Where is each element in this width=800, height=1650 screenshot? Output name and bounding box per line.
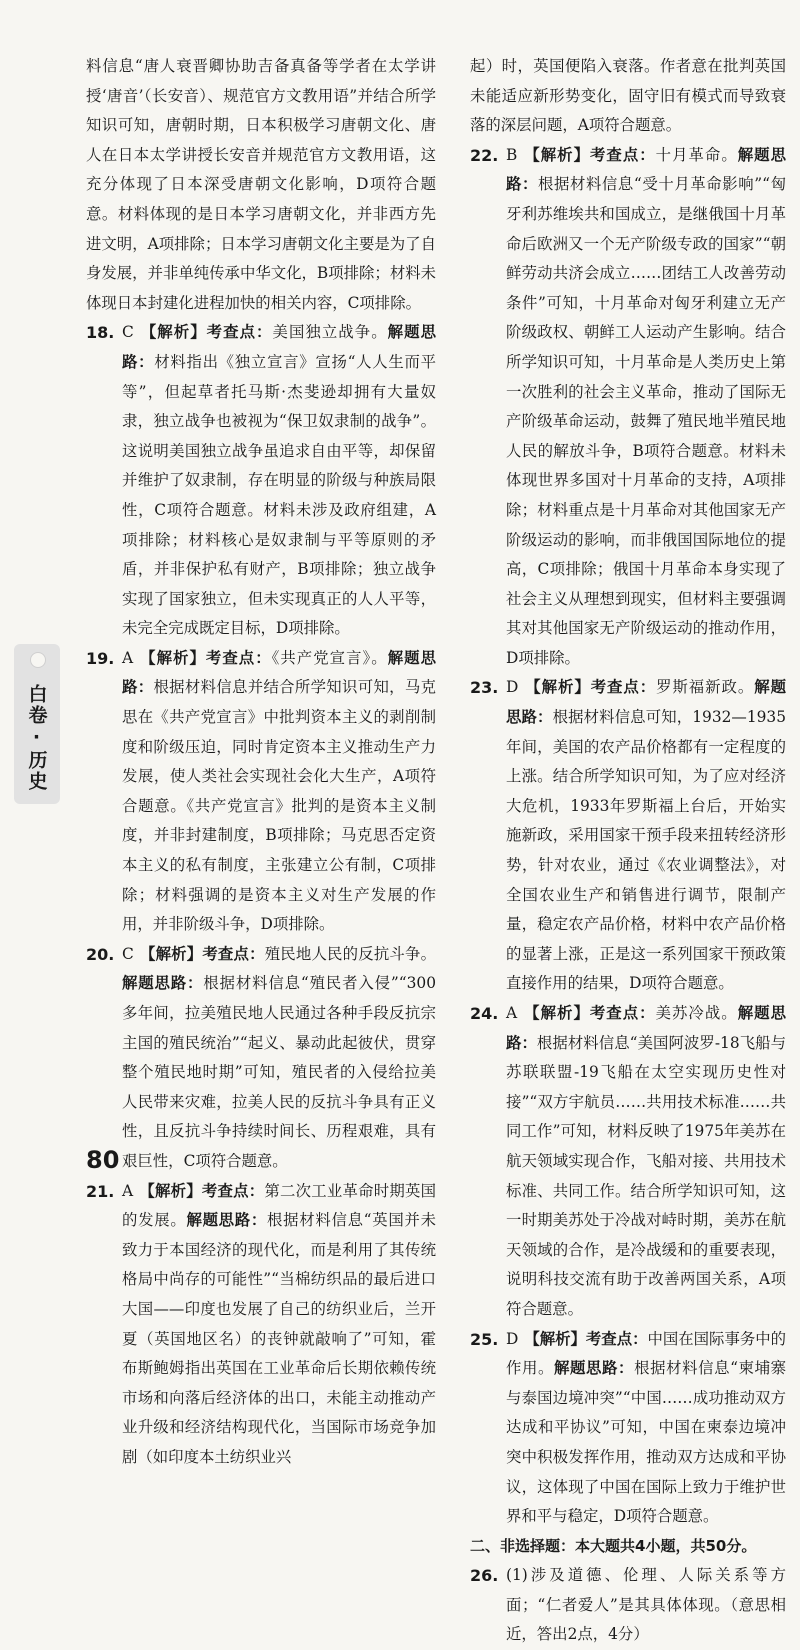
question-number: 25. [470, 1329, 499, 1349]
answer-item-22 [470, 141, 786, 674]
solution-tag: 解题思路： [122, 323, 436, 371]
page-number: 80 [86, 1146, 120, 1174]
explanation-text: 根据材料信息“柬埔寨与泰国边境冲突”“中国……成功推动双方达成和平协议”可知，中国在柬泰边境冲突中积极发挥作用，推动双方达成和平协议，这体现了中国在国际上致力于维护世界和平与稳定，D项符合题意。 [506, 1359, 786, 1526]
explanation-text: 根据材料信息“殖民者入侵”“300多年间，拉美殖民地人民通过各种手段反抗宗主国的殖民统治”“起义、暴动此起彼伏，贯穿整个殖民地时期”可知，殖民者的入侵给拉美人民带来灾难，拉美人民的反抗斗争具有正义性，且反抗斗争持续时间长、历程艰难，具有艰巨性，C项符合题意。 [122, 974, 436, 1170]
answer-letter: C [122, 944, 134, 963]
question-number: 18. [86, 323, 115, 343]
answer-item-20 [86, 940, 436, 1177]
explanation-text: 根据材料信息“美国阿波罗-18飞船与苏联联盟-19飞船在太空实现历史性对接”“双方宇航员……共用技术标准……共同工作”可知，材料反映了1975年美苏在航天领域实现合作，飞船对接、共用技术标准、共同工作。结合所学知识可知，这一时期美苏处于冷战对峙时期，美苏在航天领域的合作，是冷战缓和的重要表现，说明科技交流有助于改善两国关系，A项符合题意。 [506, 1033, 786, 1318]
answer-letter: A [122, 648, 134, 667]
question-number: 26. [470, 1566, 499, 1586]
test-point: 美国独立战争。 [272, 323, 388, 342]
solution-tag: 解题思路： [122, 648, 436, 697]
answer-item-21 [86, 1177, 436, 1473]
test-point: 十月革命。 [655, 145, 738, 164]
solution-tag: 解题思路： [506, 145, 786, 194]
answer-letter: B [506, 145, 518, 164]
test-point: 罗斯福新政。 [656, 678, 755, 697]
question-number: 20. [86, 944, 115, 964]
test-point: 美苏冷战。 [655, 1004, 738, 1022]
answer-item-25 [470, 1325, 786, 1532]
question-number: 23. [470, 678, 499, 698]
analysis-tag: 【解析】考查点： [524, 1329, 648, 1348]
question-number: 24. [470, 1004, 499, 1023]
answer-letter: A [506, 1004, 518, 1022]
test-point: 《共产党宣言》。 [271, 648, 388, 667]
analysis-tag: 【解析】考查点： [139, 648, 272, 667]
analysis-tag: 【解析】考查点： [523, 1004, 656, 1022]
analysis-tag: 【解析】考查点： [139, 323, 273, 342]
test-point: 殖民地人民的反抗斗争。 [264, 944, 436, 963]
section-heading: 二、非选择题：本大题共4小题，共50分。 [470, 1536, 757, 1555]
answer-letter: D [506, 678, 519, 697]
right-intro-paragraph: 起）时，英国便陷入衰落。作者意在批判英国未能适应新形势变化，固守旧有模式而导致衰落的深层问题，A项符合题意。 [470, 57, 786, 135]
answer-letter: D [506, 1329, 519, 1348]
answer-item-19 [86, 644, 436, 940]
solution-tag: 解题思路： [506, 1004, 786, 1052]
analysis-tag: 【解析】考查点： [523, 145, 656, 164]
explanation-text: 根据材料信息可知，1932—1935年间，美国的农产品价格都有一定程度的上涨。结合所学知识可知，为了应对经济大危机，1933年罗斯福上台后，开始实施新政，采用国家干预手段来扭转经济形势，针对农业，通过《农业调整法》，对全国农业生产和销售进行调节，限制产量，稳定农产品价格，材料中农产品价格的显著上涨，正是这一系列国家干预政策直接作用的结果，D项符合题意。 [506, 708, 786, 993]
question-number: 19. [86, 648, 115, 668]
analysis-tag: 【解析】考查点： [524, 678, 657, 697]
test-point: 第二次工业革命时期英国的发展。 [122, 1181, 436, 1230]
answer-letter: C [122, 323, 134, 342]
question-number: 22. [470, 145, 499, 165]
solution-tag: 解题思路： [122, 974, 204, 993]
explanation-text: (1)涉及道德、伦理、人际关系等方面；“仁者爱人”是其具体体现。（意思相近，答出2点，4分） [506, 1566, 786, 1644]
explanation-text: 材料指出《独立宣言》宣扬“人人生而平等”，但起草者托马斯·杰斐逊却拥有大量奴隶，独立战争也被视为“保卫奴隶制的战争”。这说明美国独立战争虽追求自由平等，却保留并维护了奴隶制，存在明显的阶级与种族局限性，C项符合题意。材料未涉及政府组建，A项排除；材料核心是奴隶制与平等原则的矛盾，并非保护私有财产，B项排除；独立战争实现了国家独立，但未实现真正的人人平等，未完全完成既定目标，D项排除。 [122, 352, 436, 638]
left-intro-paragraph: 料信息“唐人衰晋卿协助吉备真备等学者在太学讲授‘唐音’（长安音）、规范官方文教用语”并结合所学知识可知，唐朝时期，日本积极学习唐朝文化、唐人在日本太学讲授长安音并规范官方文教用语，这充分体现了日本深受唐朝文化影响，D项符合题意。材料体现的是日本学习唐朝文化，并非西方先进文明，A项排除；日本学习唐朝文化主要是为了自身发展，并非单纯传承中华文化，B项排除；材料未体现日本封建化进程加快的相关内容，C项排除。 [86, 57, 436, 312]
side-tab [14, 644, 60, 804]
answer-letter: A [122, 1181, 134, 1200]
answer-item-23 [470, 673, 786, 999]
analysis-tag: 【解析】考查点： [139, 944, 265, 963]
solution-tag: 解题思路： [554, 1359, 635, 1378]
answer-item-26 [470, 1561, 786, 1650]
answer-item-24 [470, 999, 786, 1325]
tab-hole-icon [30, 652, 46, 668]
right-column [470, 52, 786, 1650]
explanation-text: 根据材料信息并结合所学知识可知，马克思在《共产党宣言》中批判资本主义的剥削制度和阶级压迫，同时肯定资本主义推动生产力发展，使人类社会实现社会化大生产，A项符合题意。《共产党宣言》批判的是资本主义制度，并非封建制度，B项排除；马克思否定资本主义的私有制度，主张建立公有制，C项排除；材料强调的是资本主义对生产发展的作用，并非阶级斗争，D项排除。 [122, 678, 436, 934]
explanation-text: 根据材料信息“受十月革命影响”“匈牙利苏维埃共和国成立，是继俄国十月革命后欧洲又一个无产阶级专政的国家”“朝鲜劳动共济会成立……团结工人改善劳动条件”可知，十月革命对匈牙利建立无产阶级政权、朝鲜工人运动产生影响。结合所学知识可知，十月革命是人类历史上第一次胜利的社会主义革命，推动了国际无产阶级革命运动，鼓舞了殖民地半殖民地人民的解放斗争，B项符合题意。材料未体现世界多国对十月革命的支持，A项排除；材料重点是十月革命对其他国家无产阶级运动的影响，而非俄国国际地位的提高，C项排除；俄国十月革命本身实现了社会主义从理想到现实，但材料主要强调其对其他国家无产阶级运动的推动作用，D项排除。 [506, 175, 786, 667]
analysis-tag: 【解析】考查点： [139, 1181, 265, 1200]
solution-tag: 解题思路： [186, 1211, 268, 1230]
question-number: 21. [86, 1181, 115, 1201]
test-point: 中国在国际事务中的作用。 [506, 1329, 787, 1378]
explanation-text: 根据材料信息“英国并未致力于本国经济的现代化，而是利用了其传统格局中尚存的可能性”“当棉纺织品的最后进口大国——印度也发展了自己的纺织业后，兰开夏（英国地区名）的丧钟就敲响了”可知，霍布斯鲍姆指出英国在工业革命后长期依赖传统市场和向落后经济体的出口，未能主动推动产业升级和经济结构现代化，当国际市场竞争加剧（如印度本土纺织业兴 [122, 1211, 436, 1466]
left-column [86, 52, 436, 1473]
answer-item-18 [86, 318, 436, 644]
solution-tag: 解题思路： [506, 678, 786, 727]
side-tab-label: 白卷·历史 [25, 684, 48, 792]
